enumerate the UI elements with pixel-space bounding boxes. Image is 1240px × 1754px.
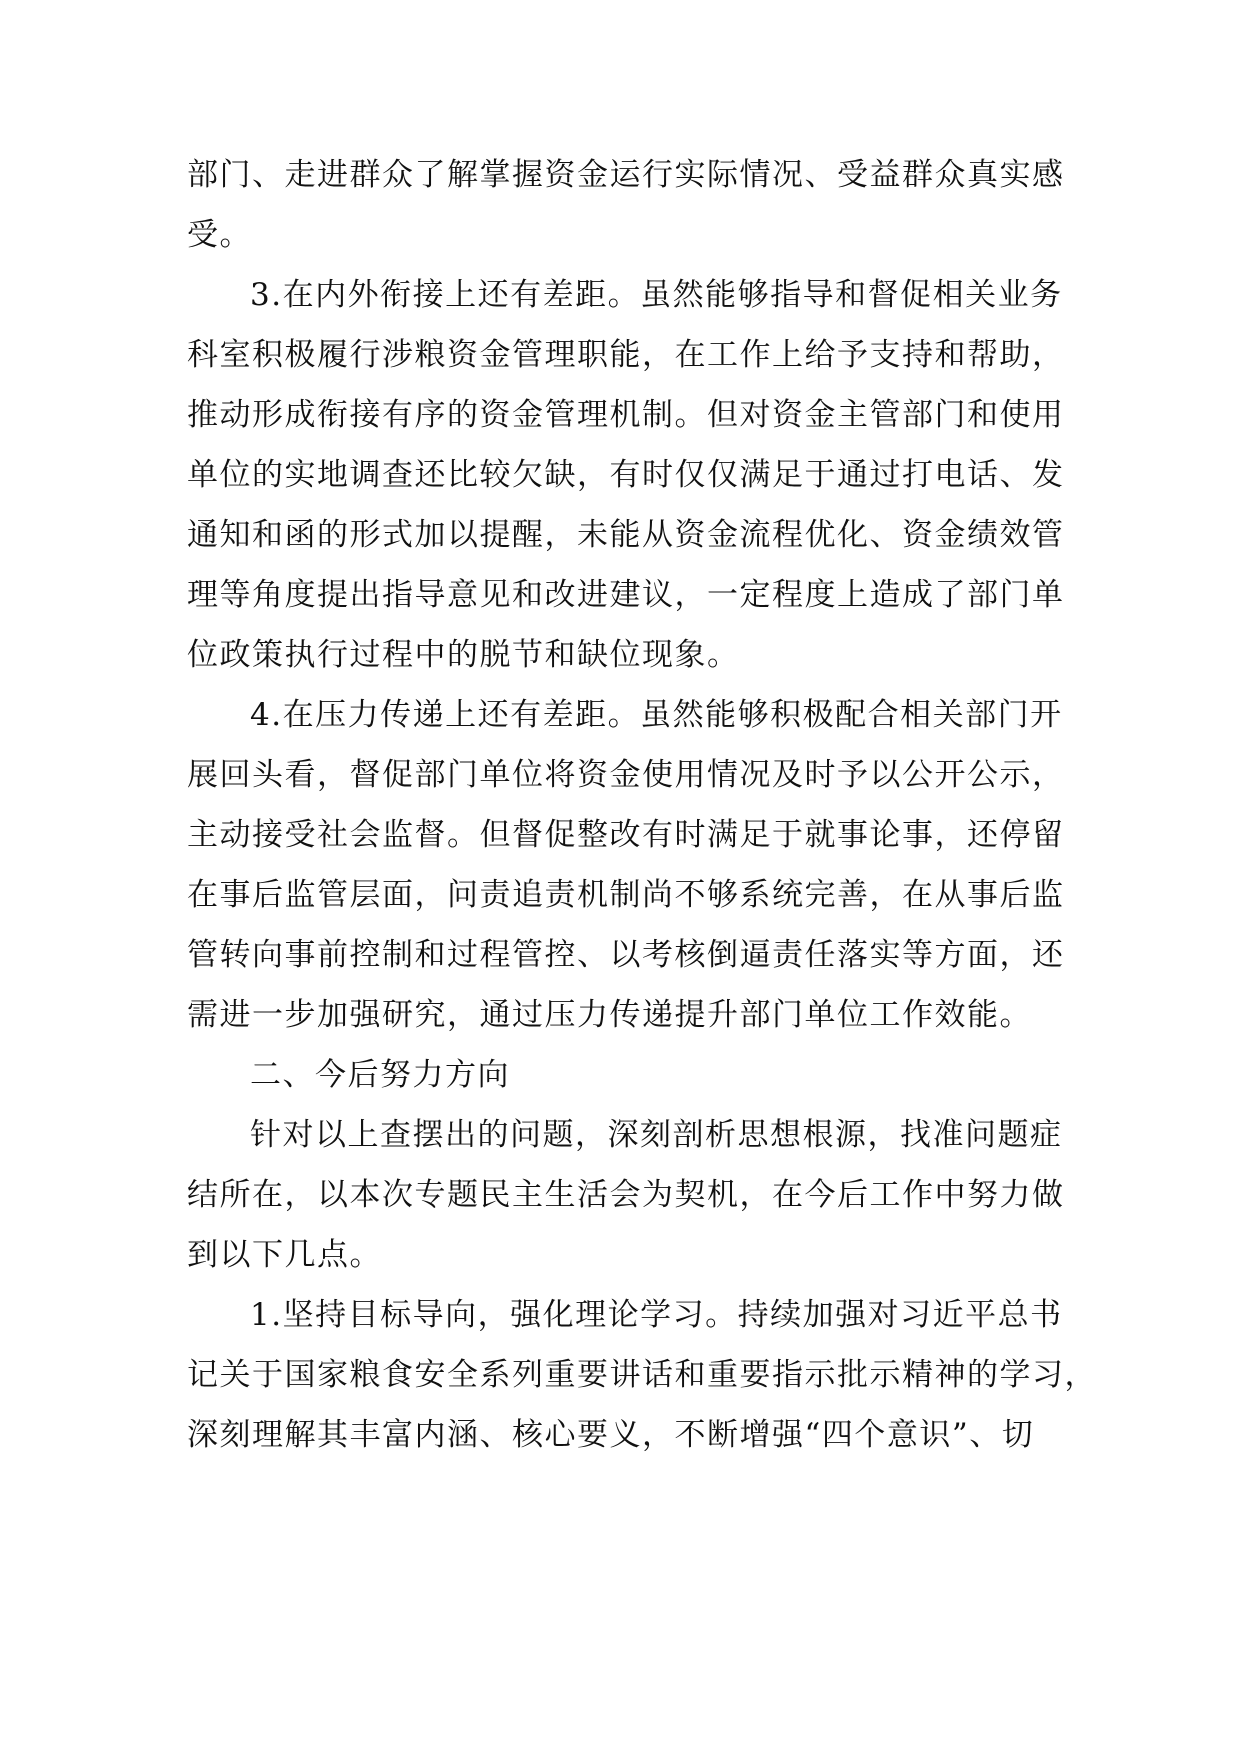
- text-line-22: 深刻理解其丰富内涵、核心要义，不断增强“四个意识”、切: [187, 1417, 1035, 1453]
- text-line-14: 管转向事前控制和过程管控、以考核倒逼责任落实等方面，还: [187, 937, 1065, 973]
- text-line-9: 位政策执行过程中的脱节和缺位现象。: [187, 637, 740, 673]
- text-line-8: 理等角度提出指导意见和改进建议，一定程度上造成了部门单: [187, 577, 1065, 613]
- text-line-19: 到以下几点。: [187, 1237, 382, 1273]
- item-1-start: 1.坚持目标导向，强化理论学习。持续加强对习近平总书: [250, 1297, 1063, 1333]
- text-line-12: 主动接受社会监督。但督促整改有时满足于就事论事，还停留: [187, 817, 1065, 853]
- text-line-7: 通知和函的形式加以提醒，未能从资金流程优化、资金绩效管: [187, 517, 1065, 553]
- text-line-1: 部门、走进群众了解掌握资金运行实际情况、受益群众真实感: [187, 157, 1065, 193]
- text-line-15: 需进一步加强研究，通过压力传递提升部门单位工作效能。: [187, 997, 1032, 1033]
- text-line-5: 推动形成衔接有序的资金管理机制。但对资金主管部门和使用: [187, 397, 1065, 433]
- text-line-4: 科室积极履行涉粮资金管理职能，在工作上给予支持和帮助，: [187, 337, 1065, 373]
- paragraph-4-start: 4.在压力传递上还有差距。虽然能够积极配合相关部门开: [250, 697, 1063, 733]
- text-line-2: 受。: [187, 217, 252, 253]
- section-heading: 二、今后努力方向: [250, 1057, 510, 1093]
- text-line-11: 展回头看，督促部门单位将资金使用情况及时予以公开公示，: [187, 757, 1065, 793]
- paragraph-3-start: 3.在内外衔接上还有差距。虽然能够指导和督促相关业务: [250, 277, 1063, 313]
- text-line-13: 在事后监管层面，问责追责机制尚不够系统完善，在从事后监: [187, 877, 1065, 913]
- text-line-6: 单位的实地调查还比较欠缺，有时仅仅满足于通过打电话、发: [187, 457, 1065, 493]
- text-line-18: 结所在，以本次专题民主生活会为契机，在今后工作中努力做: [187, 1177, 1065, 1213]
- text-line-21: 记关于国家粮食安全系列重要讲话和重要指示批示精神的学习，: [187, 1357, 1097, 1393]
- intro-paragraph-start: 针对以上查摆出的问题，深刻剖析思想根源，找准问题症: [250, 1117, 1063, 1153]
